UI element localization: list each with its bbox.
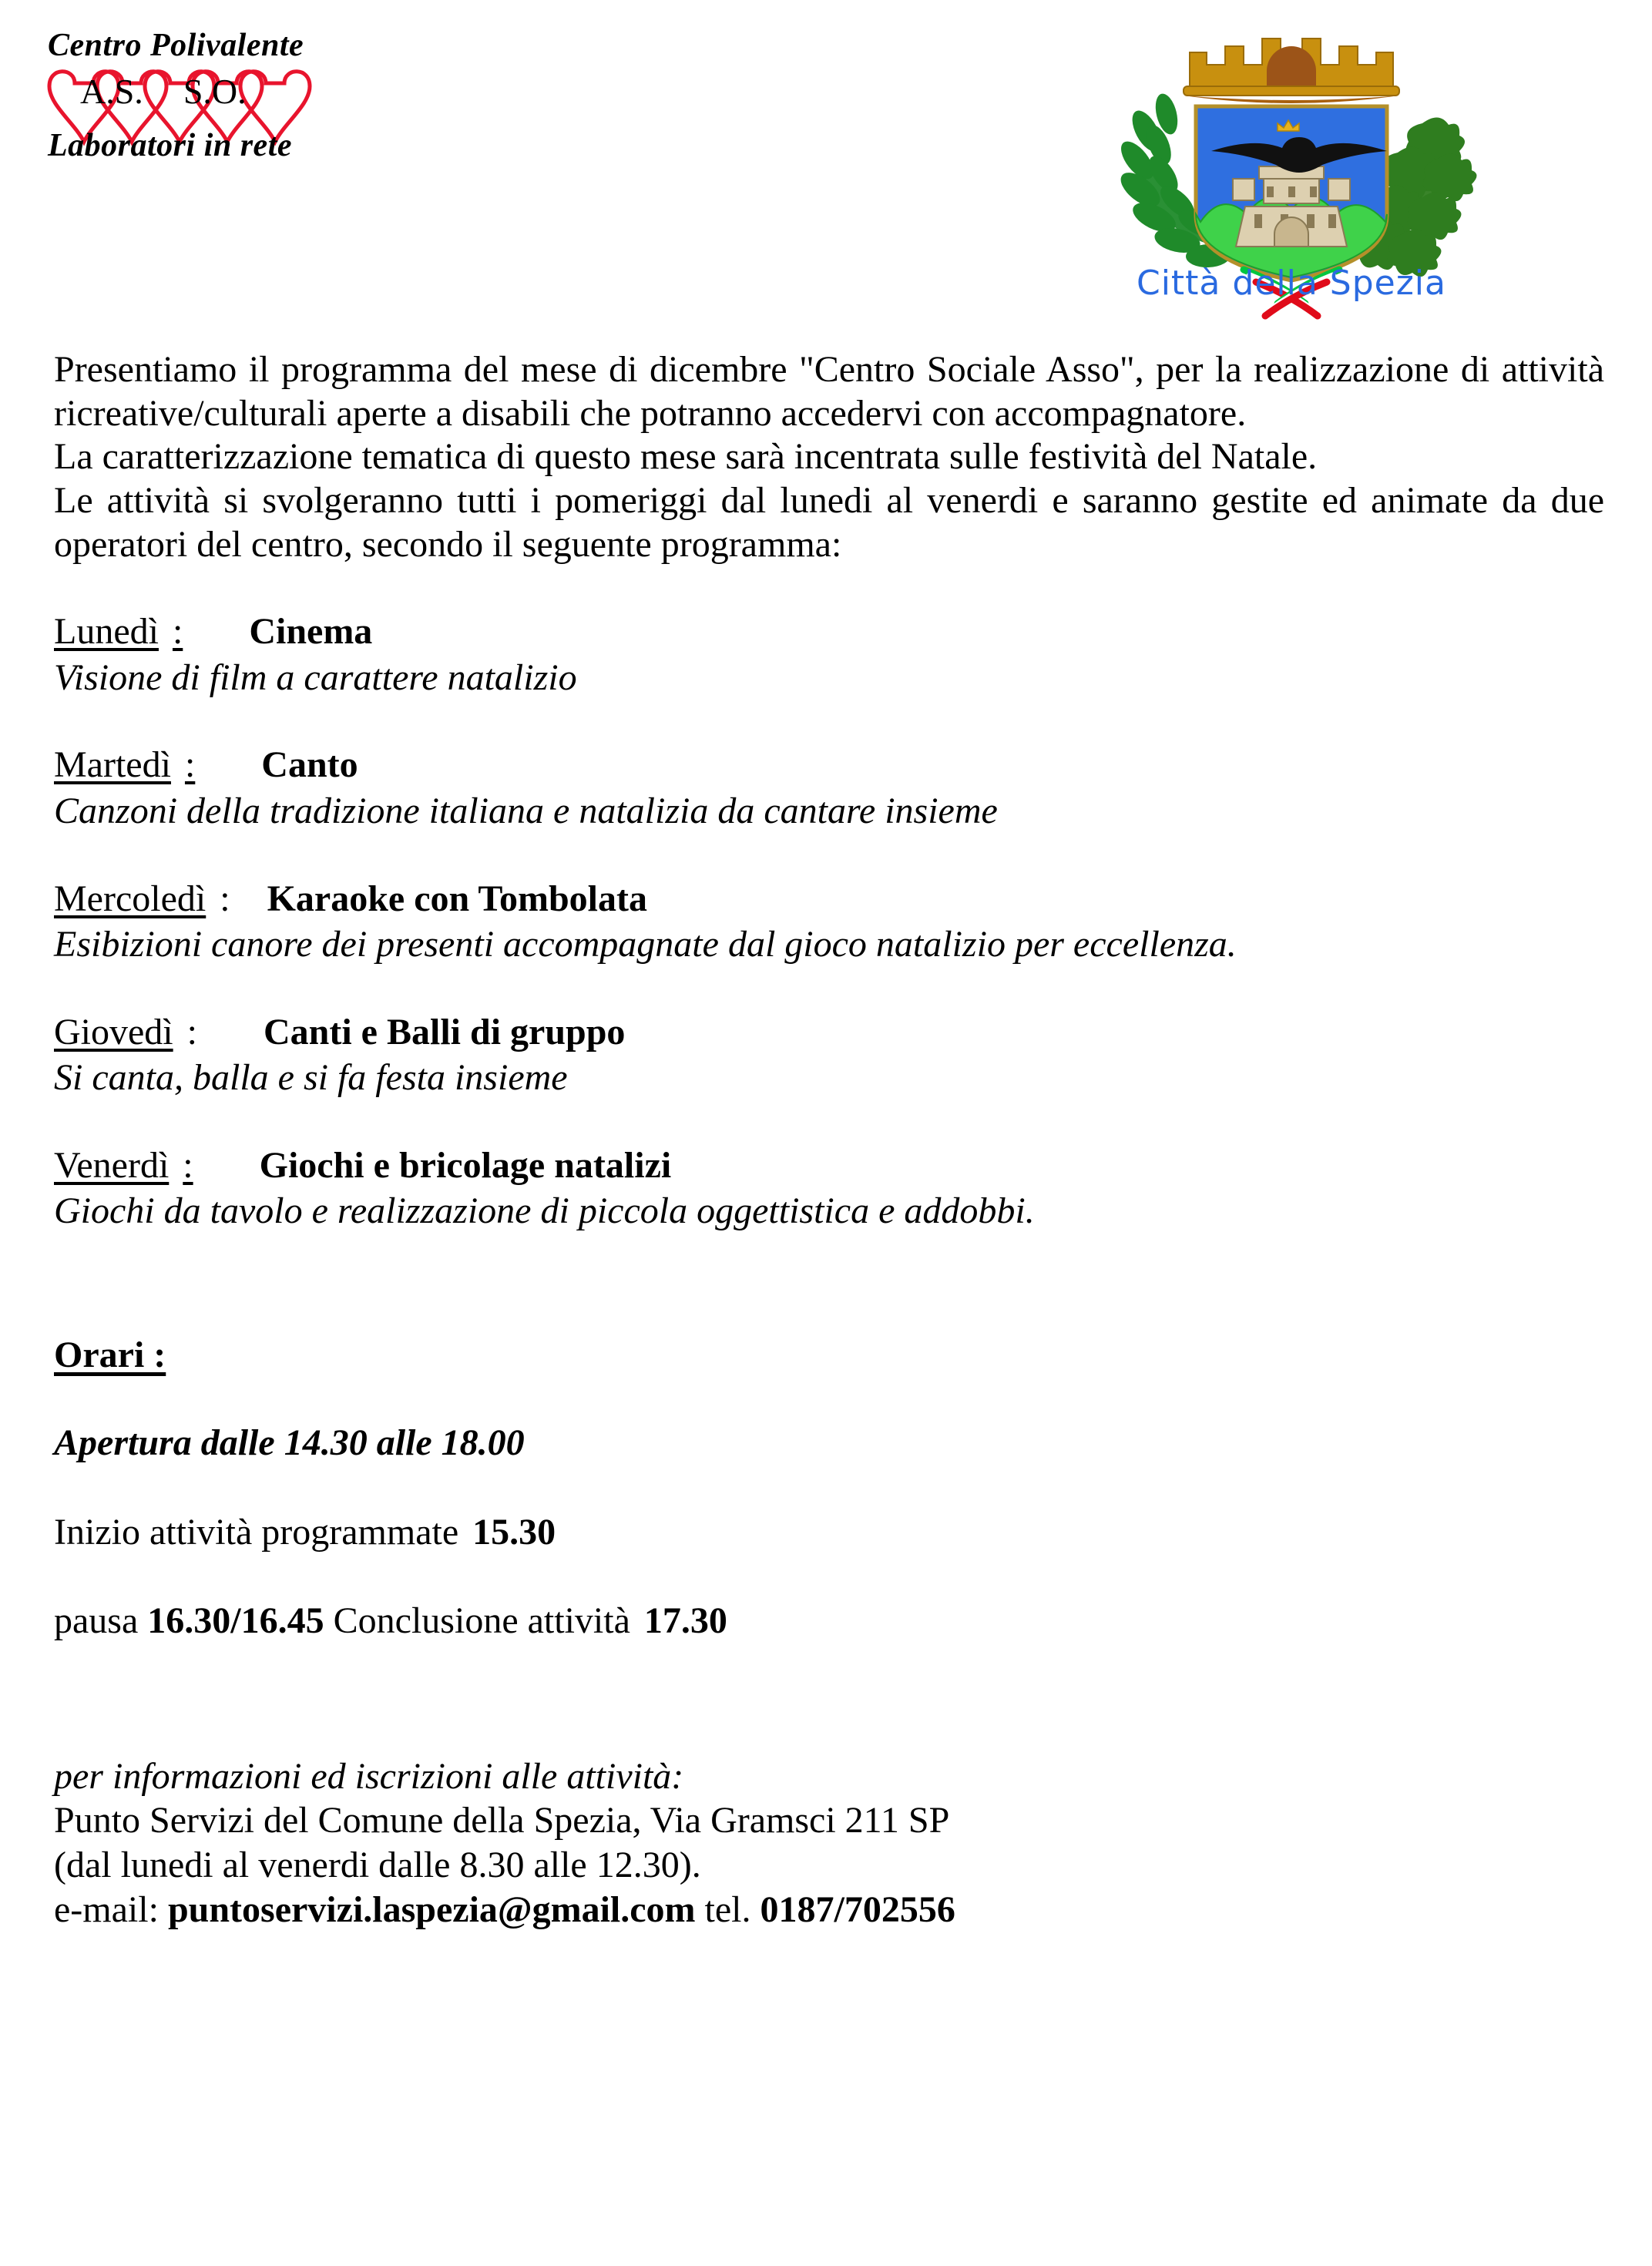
coat-of-arms-caption: Città della Spezia — [1136, 264, 1446, 303]
activities-start-label: Inizio attività programmate — [54, 1511, 459, 1553]
intro-paragraph-1: Presentiamo il programma del mese di dicembre "Centro Sociale Asso", per la realizzazione di attività ricreative/culturali aperte a disabili che potranno accedervi con accompagnatore. — [54, 349, 1604, 434]
schedule-day-description: Si canta, balla e si fa festa insieme — [54, 1057, 568, 1099]
contacts-office: Punto Servizi del Comune della Spezia, Via Gramsci 211 SP — [54, 1800, 950, 1841]
schedule-day-activity: Canti e Balli di gruppo — [263, 1011, 626, 1052]
schedule-day-separator: : — [186, 1011, 197, 1052]
opening-hours-heading-row — [54, 1334, 1604, 1376]
schedule-day-description: Canzoni della tradizione italiana e natalizia da cantare insieme — [54, 790, 998, 831]
schedule-day-line — [54, 877, 1604, 922]
break-and-end-line — [54, 1599, 1604, 1643]
page-header — [0, 0, 1652, 331]
phone-label: tel. — [704, 1888, 751, 1930]
email-label: e-mail: — [54, 1888, 159, 1930]
break-label: pausa — [54, 1600, 139, 1642]
schedule-entry-friday — [54, 1143, 1604, 1234]
schedule-day-description: Giochi da tavolo e realizzazione di piccola oggettistica e addobbi. — [54, 1190, 1035, 1232]
schedule-day-description: Visione di film a carattere natalizio — [54, 656, 577, 698]
city-coat-of-arms — [1060, 15, 1523, 324]
shield-icon — [1196, 106, 1387, 280]
schedule-day-activity: Karaoke con Tombolata — [267, 878, 647, 919]
association-initials-left: A.S. — [80, 72, 143, 111]
schedule-day-description: Esibizioni canore dei presenti accompagnate dal gioco natalizio per eccellenza. — [54, 924, 1237, 965]
schedule-day-line — [54, 609, 1604, 654]
opening-hours-title: Orari : — [54, 1334, 166, 1376]
contacts-email-phone-line — [54, 1888, 1604, 1932]
schedule-day-activity: Cinema — [249, 611, 373, 653]
schedule-day-activity: Canto — [261, 744, 358, 786]
schedule-day-activity: Giochi e bricolage natalizi — [259, 1144, 672, 1186]
intro-paragraph-2: La caratterizzazione tematica di questo mese sarà incentrata sulle festività del Natale. — [54, 436, 1318, 478]
schedule-day-line — [54, 743, 1604, 787]
activities-end-label: Conclusione attività — [333, 1600, 630, 1642]
association-initials — [80, 74, 404, 109]
document-body — [54, 348, 1604, 1932]
schedule-entry-monday — [54, 609, 1604, 700]
activities-start-time: 15.30 — [472, 1511, 556, 1553]
schedule-day-line — [54, 1010, 1604, 1055]
schedule-entry-thursday — [54, 1010, 1604, 1100]
schedule-entry-wednesday — [54, 877, 1604, 967]
schedule-day-name: Mercoledì — [54, 878, 206, 919]
schedule-day-separator: : — [183, 1144, 193, 1186]
mural-crown-icon — [1184, 39, 1399, 103]
intro-paragraph-3: Le attività si svolgeranno tutti i pomeriggi dal lunedi al venerdi e saranno gestite ed animate da due operatori del centro, secondo il seguente programma: — [54, 479, 1604, 565]
schedule-day-separator: : — [220, 878, 230, 919]
schedule-day-separator: : — [172, 611, 183, 653]
schedule-day-separator: : — [184, 744, 196, 786]
association-logo-bottom-text: Laboratori in rete — [48, 128, 293, 163]
opening-hours-section — [54, 1334, 1604, 1643]
schedule-day-name: Giovedì — [54, 1011, 173, 1052]
schedule-day-name: Venerdì — [54, 1144, 170, 1186]
activities-start-line — [54, 1510, 1604, 1555]
weekly-schedule — [54, 609, 1604, 1234]
phone-number[interactable]: 0187/702556 — [760, 1888, 955, 1930]
schedule-entry-tuesday — [54, 743, 1604, 833]
schedule-day-name: Martedì — [54, 744, 171, 786]
opening-hours-line: Apertura dalle 14.30 alle 18.00 — [54, 1422, 525, 1464]
schedule-day-line — [54, 1143, 1604, 1188]
association-initials-right: S.O. — [183, 72, 247, 111]
contacts-section — [54, 1754, 1604, 1932]
association-logo-top-text: Centro Polivalente — [48, 28, 304, 63]
activities-end-time: 17.30 — [643, 1600, 727, 1642]
contacts-intro: per informazioni ed iscrizioni alle attività: — [54, 1755, 684, 1797]
contacts-office-hours: (dal lunedi al venerdi dalle 8.30 alle 12.30). — [54, 1845, 701, 1886]
association-logo — [48, 29, 410, 168]
schedule-day-name: Lunedì — [54, 611, 159, 653]
email-address[interactable]: puntoservizi.laspezia@gmail.com — [167, 1888, 696, 1930]
break-time: 16.30/16.45 — [147, 1600, 324, 1642]
